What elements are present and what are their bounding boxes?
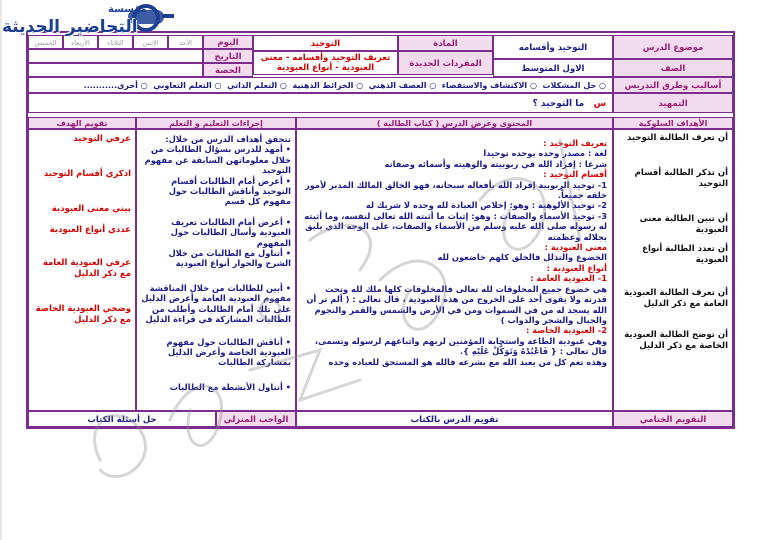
final-eval-value: تقويم الدرس بالكتاب: [296, 411, 613, 427]
topic-label: موضوع الدرس: [613, 35, 733, 59]
objective-1: أن تعرف الطالبة التوحيد: [627, 133, 728, 143]
logo-small-text: مؤسسة: [108, 4, 147, 15]
subject-value: التوحيد: [253, 35, 398, 51]
evaluation-5: عرفي العبودية العامة مع ذكر الدليل: [42, 258, 131, 279]
objective-2: أن تذكر الطالبة أقسام التوحيد: [634, 168, 728, 189]
evaluation-3: بيني معنى العبودية: [51, 204, 131, 214]
general-text: هي خضوع جميع المخلوقات لله تعالى فالمخلوقات كلها ملك لله وتحت قدرته ولا يقوى أحد على الخروج من هذه العبودية ، قال تعالى : ( ألم تر أن الله يسجد له من في السموات ومن في الأرض والشمس والقمر والنجوم والجبال والشجر والدواب ): [306, 283, 607, 325]
types-title: أقسام التوحيد :: [543, 169, 607, 180]
homework-value: حل أسئلة الكتاب: [28, 411, 216, 427]
def-title: تعريف التوحيد :: [543, 138, 607, 148]
col-evaluation-header: تقويم الهدف: [28, 117, 136, 129]
worship-title: معنى العبودية :: [544, 242, 607, 253]
objective-5: أن تعرف الطالبة العبودية العامة مع ذكر الدليل: [623, 288, 728, 309]
method-3: ○ العصف الذهني: [368, 81, 437, 90]
procedure-4: • أتناول مع الطالبات من خلال الشرح والحوار أنواع العبودية: [168, 248, 291, 269]
objective-3: أن تبين الطالبة معنى العبودية: [639, 214, 728, 235]
special-end: وهذه تعم كل من يعبد الله مع بشرعه فالله هو المستحق للعباده وحده: [328, 356, 607, 367]
col-content-header: المحتوى وعرض الدرس ( كتاب الطالبة ): [296, 117, 613, 129]
procedure-2: • أعرض أمام الطالبات أقسام التوحيد وأناقش الطالبات حول مفهوم كل قسم: [168, 175, 291, 207]
left-edge-strip: [0, 0, 2, 540]
method-1: ○ حل المشكلات: [542, 81, 606, 90]
intro-question: س ما التوحيد ؟: [28, 93, 613, 113]
day-cell-1: الأحد: [168, 35, 203, 49]
procedure-1: • أمهد للدرس بسؤال الطالبات من خلال معلوماتهن السابقة عن مفهوم التوحيد: [144, 144, 291, 176]
method-4: ○ الخرائط الذهنية: [292, 81, 364, 90]
procedure-7: • أتناول الأنشطة مع الطالبات: [169, 381, 291, 392]
evaluation-column: [28, 129, 136, 411]
intro-label: التمهيد: [613, 93, 733, 113]
content-column: [296, 129, 613, 411]
logo-main-text: التحاضير الحديثة: [2, 17, 138, 37]
lesson-plan-table: [26, 31, 735, 429]
vocab-value: تعريف التوحيد وأقسامه - معنى العبودية - أنواع العبودية: [253, 51, 398, 75]
grade-label: الصف: [613, 59, 733, 77]
subject-label: المادة: [398, 35, 493, 51]
day-cell-5: الخميس: [28, 35, 63, 49]
methods-list: [28, 77, 613, 93]
general-title: 1- العبودية العامة :: [530, 273, 607, 284]
type-1: 1- توحيد الربوبية إفراد الله بأفعاله سبحانه، فهو الخالق المالك المدبر لأمور خلقه جميعاً.: [304, 179, 607, 201]
type-3: 3- توحيد الأسماء والصفات : وهو: إثبات ما أثبته الله تعالى لنفسه، وما أثبته له رسوله صلى الله عليه وسلم من الأسماء والصفات، على الوجه الذي يليق بجلاله وعظمته: [304, 210, 607, 242]
final-eval-label: التقويم الختامي: [613, 411, 733, 427]
day-cell-4: الأربعاء: [63, 35, 98, 49]
vocab-label: المفردات الجديدة: [398, 51, 493, 75]
day-cell-2: الإثنين: [133, 35, 168, 49]
procedure-5: • أبين للطالبات من خلال المناقشة مفهوم العبودية العامة وأعرض الدليل على تلك أمام الطالبات وأطلب من الطالبات المشاركة في قراءة الدليل: [141, 282, 291, 325]
method-6: ○ التعلم التعاوني: [153, 81, 222, 90]
def-shar: شرعا : إفراد الله في ربوبيته والوهيته وأسمائه وصفاته: [384, 158, 607, 169]
method-2: ○ الاكتشاف والاستقصاء: [441, 81, 537, 90]
methods-label: أساليب وطرق التدريس: [613, 77, 733, 93]
evaluation-1: عرفي التوحيد: [73, 134, 131, 144]
special-title: 2- العبودية الخاصة :: [526, 325, 607, 336]
topic-value: التوحيد وأقسامه: [493, 35, 613, 59]
period-label: الحصة: [203, 63, 253, 77]
procedure-intro: تتحقق أهداف الدرس من خلال:: [165, 134, 291, 144]
col-objectives-header: الأهداف السلوكية: [613, 117, 733, 129]
evaluation-6: وضحي العبودية الخاصة مع ذكر الدليل: [35, 304, 131, 325]
kinds-title: أنواع العبودية :: [546, 262, 607, 273]
date-grid: [28, 49, 203, 63]
type-2: 2- توحيد الألوهية : وهو: إخلاص العبادة لله وحده لا شريك له: [365, 200, 607, 211]
date-label: التاريخ: [203, 49, 253, 63]
period-grid: [28, 63, 203, 77]
def-lang: لغة : مصدر وحده يوحده توحيدا: [483, 148, 607, 159]
special-text: وهي عبودية الطاعة واستجابة المؤمنين لربهم واتباعهم لرسوله وتسمى، قال تعالى : { فَاعْبُدْهُ وَتَوَكَّلْ عَلَيْهِ }.: [314, 335, 607, 357]
objective-4: أن تعدد الطالبة أنواع العبودية: [642, 244, 728, 265]
evaluation-4: عددي أنواع العبودية: [49, 225, 131, 235]
day-cell-3: الثلاثاء: [98, 35, 133, 49]
publisher-logo: [0, 0, 180, 44]
method-7: ○ أخرى...........: [83, 81, 148, 90]
method-5: ○ التعلم الذاتي: [227, 81, 287, 90]
procedures-column: [136, 129, 296, 411]
procedure-3: • أعرض أمام الطالبات تعريف العبودية وأسال الطالبات حول المفهوم: [170, 216, 291, 248]
day-label: اليوم: [203, 35, 253, 49]
procedure-6: • أناقش الطالبات حول مفهوم العبودية الخاصة وأعرض الدليل بمشاركة الطالبات: [166, 336, 291, 368]
homework-label: الواجب المنزلي: [216, 411, 296, 427]
worship-def: الخضوع والتذلل فالخلق كلهم خاضعون لله: [437, 252, 607, 263]
objective-6: أن توضح الطالبة العبودية الخاصة مع ذكر الدليل: [624, 330, 728, 351]
objectives-column: [613, 129, 733, 411]
grade-value: الاول المتوسط: [493, 59, 613, 77]
evaluation-2: اذكري أقسام التوحيد: [43, 169, 131, 179]
col-procedures-header: إجراءات التعليم و التعلم: [136, 117, 296, 129]
